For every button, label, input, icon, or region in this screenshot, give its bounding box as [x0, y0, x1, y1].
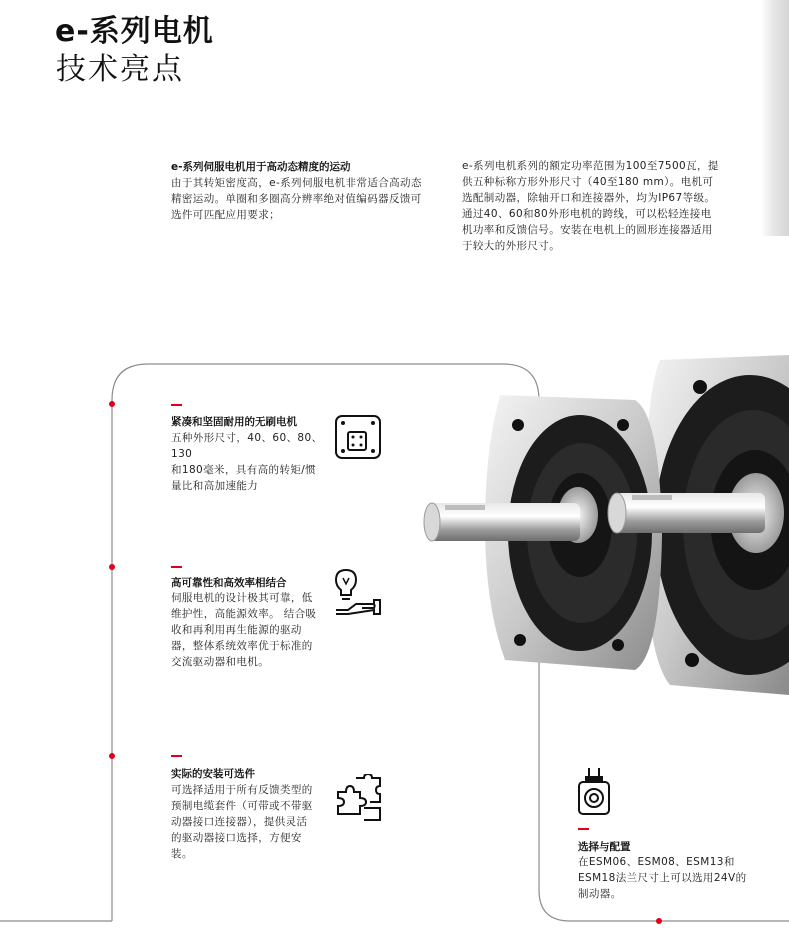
timeline-dot — [109, 753, 115, 759]
feature-text — [171, 782, 331, 862]
feature-text — [171, 430, 331, 494]
text-line: 动器接口连接器），提供灵活 — [171, 816, 308, 828]
text-line: 五种外形尺寸，40、60、80、130 — [171, 432, 323, 460]
accent-dash — [171, 566, 182, 568]
motor-product-image — [420, 355, 789, 700]
accent-dash — [578, 828, 589, 830]
text-line: 选配制动器，除轴开口和连接器外，均为IP67等级。 — [462, 192, 716, 204]
feature-text — [171, 590, 331, 670]
text-line: 选件可匹配应用要求； — [171, 209, 280, 221]
text-line: 量比和高加速能力 — [171, 480, 259, 492]
lightbulb-hand-icon — [334, 566, 382, 616]
text-line: 维护性，高能源效率。 结合吸 — [171, 608, 317, 620]
text-line: ESM18法兰尺寸上可以选用24V的 — [578, 872, 747, 884]
accent-dash — [171, 404, 182, 406]
text-line: 机功率和反馈信号。安装在电机上的圆形连接器适用 — [462, 224, 713, 236]
motor-flange-icon — [334, 414, 382, 460]
text-line: 器，整体系统效率优于标准的 — [171, 640, 313, 652]
text-line: 伺服电机的设计极其可靠，低 — [171, 592, 313, 604]
text-line: 于较大的外形尺寸。 — [462, 240, 561, 252]
page-subtitle: 技术亮点 — [56, 52, 184, 87]
text-line: 可选择适用于所有反馈类型的 — [171, 784, 313, 796]
text-line: 交流驱动器和电机。 — [171, 656, 270, 668]
text-line: 装。 — [171, 848, 193, 860]
selection-heading: 选择与配置 — [578, 841, 631, 853]
motor-connector-icon — [576, 766, 612, 816]
feature-heading: 高可靠性和高效率相结合 — [171, 577, 287, 589]
text-line: 在ESM06、ESM08、ESM13和 — [578, 856, 735, 868]
text-line: 的驱动器接口选择，方便安 — [171, 832, 302, 844]
feature-heading: 紧凑和坚固耐用的无刷电机 — [171, 416, 297, 428]
puzzle-icon — [334, 774, 382, 822]
selection-text — [578, 854, 768, 902]
text-line: 制动器。 — [578, 888, 622, 900]
text-line: 由于其转矩密度高，e-系列伺服电机非常适合高动态 — [171, 177, 422, 189]
text-line: 收和再利用再生能源的驱动 — [171, 624, 302, 636]
timeline-dot — [656, 918, 662, 924]
page-title: e-系列电机 — [55, 14, 214, 49]
text-line: 通过40、60和80外形电机的跨线，可以松轻连接电 — [462, 208, 712, 220]
text-line: 供五种标称方形外形尺寸（40至180 mm）。电机可 — [462, 176, 714, 188]
intro-heading: e-系列伺服电机用于高动态精度的运动 — [171, 161, 351, 173]
accent-dash — [171, 755, 182, 757]
text-line: 预制电缆套件（可带或不带驱 — [171, 800, 313, 812]
text-line: e-系列电机系列的额定功率范围为100至7500瓦，提 — [462, 160, 719, 172]
text-line: 精密运动。单圈和多圈高分辨率绝对值编码器反馈可 — [171, 193, 422, 205]
text-line: 和180毫米，具有高的转矩/惯 — [171, 464, 317, 476]
timeline-dot — [109, 564, 115, 570]
timeline-dot — [109, 401, 115, 407]
feature-heading: 实际的安装可选件 — [171, 768, 255, 780]
